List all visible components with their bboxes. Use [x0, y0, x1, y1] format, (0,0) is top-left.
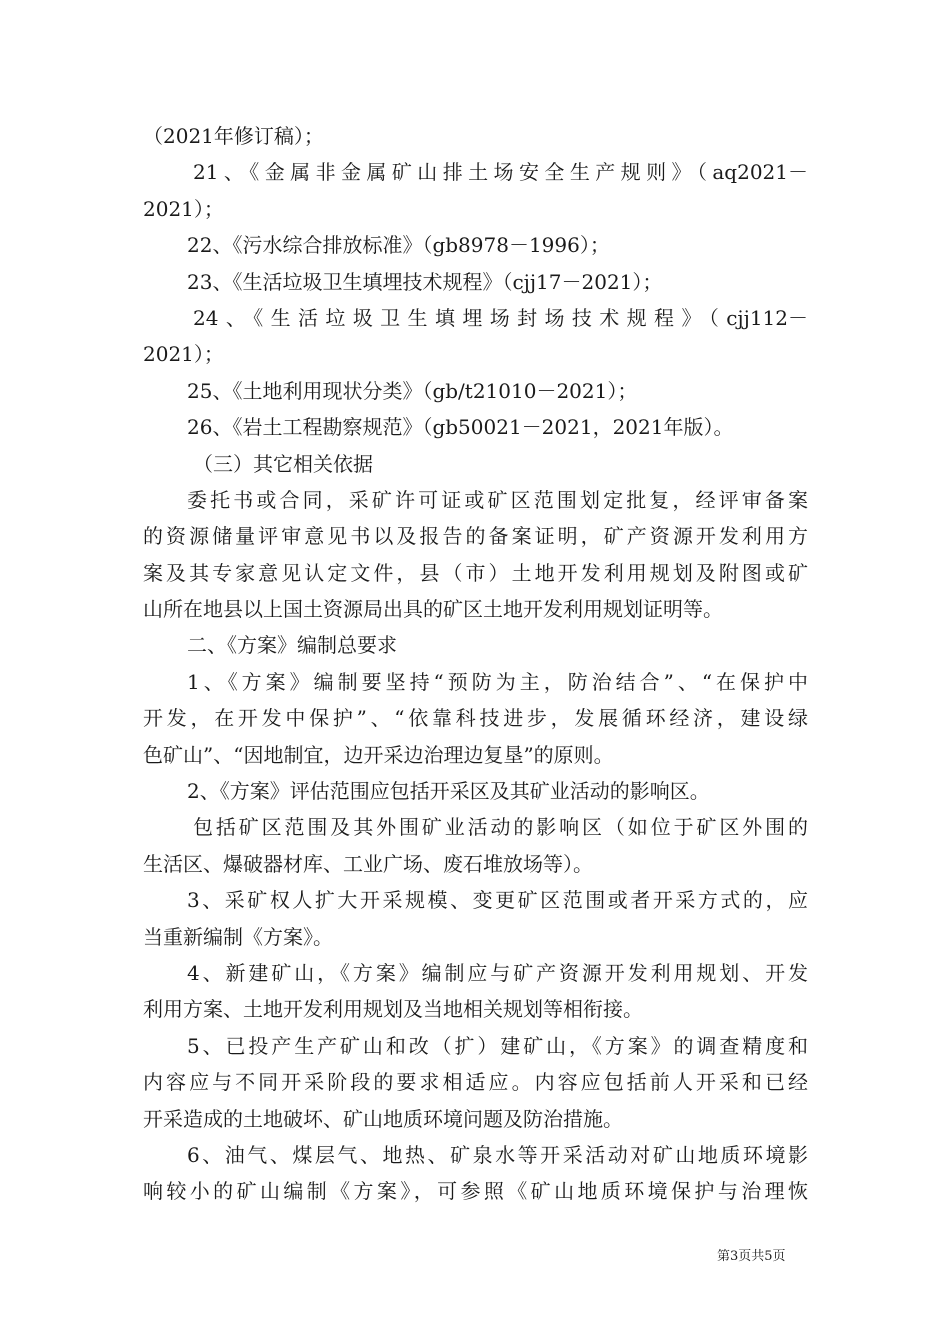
text-line: 5、已投产生产矿山和改（扩）建矿山，《方案》的调查精度和	[187, 1033, 808, 1058]
text-line: 24、《生活垃圾卫生填埋场封场技术规程》（cjj112－	[193, 305, 808, 330]
text-line: 26、《岩土工程勘察规范》（gb50021－2021，2021年版）。	[187, 415, 734, 440]
page-number: 第3页共5页	[717, 1249, 786, 1264]
text-line: 响较小的矿山编制《方案》，可参照《矿山地质环境保护与治理恢	[143, 1179, 808, 1204]
text-line: 内容应与不同开采阶段的要求相适应。内容应包括前人开采和已经	[143, 1070, 808, 1095]
text-line: 利用方案、土地开发利用规划及当地相关规划等相衔接。	[143, 997, 643, 1022]
document-body	[143, 118, 808, 1210]
text-line: 22、《污水综合排放标准》（gb8978－1996）；	[187, 233, 610, 258]
text-line: 25、《土地利用现状分类》（gb/t21010－2021）；	[187, 378, 638, 403]
section-heading: 二、《方案》编制总要求	[187, 633, 397, 658]
text-line: 21、《金属非金属矿山排土场安全生产规则》（aq2021－	[193, 160, 808, 185]
text-line: （2021年修订稿）；	[143, 124, 324, 148]
text-line: 山所在地县以上国土资源局出具的矿区土地开发利用规划证明等。	[143, 597, 723, 622]
text-line: 色矿山”、“因地制宜，边开采边治理边复垦”的原则。	[143, 742, 614, 767]
text-line: 包括矿区范围及其外围矿业活动的影响区（如位于矿区外围的	[193, 815, 808, 840]
text-line: 2021）；	[143, 342, 224, 367]
text-line: 案及其专家意见认定文件，县（市）土地开发利用规划及附图或矿	[143, 560, 808, 585]
text-line: 生活区、爆破器材库、工业广场、废石堆放场等）。	[143, 851, 593, 876]
text-line: 开采造成的土地破坏、矿山地质环境问题及防治措施。	[143, 1106, 623, 1131]
text-line: 开发，在开发中保护”、“依靠科技进步，发展循环经济，建设绿	[143, 706, 808, 731]
text-line: 的资源储量评审意见书以及报告的备案证明，矿产资源开发利用方	[143, 524, 808, 549]
section-heading: （三）其它相关依据	[193, 451, 373, 476]
text-line: 3、采矿权人扩大开采规模、变更矿区范围或者开采方式的，应	[187, 888, 808, 913]
text-line: 6、油气、煤层气、地热、矿泉水等开采活动对矿山地质环境影	[187, 1142, 808, 1167]
text-line: 2021）；	[143, 196, 224, 221]
text-line: 4、新建矿山，《方案》编制应与矿产资源开发利用规划、开发	[187, 960, 808, 985]
text-line: 当重新编制《方案》。	[143, 924, 333, 949]
text-line: 委托书或合同，采矿许可证或矿区范围划定批复，经评审备案	[187, 487, 808, 512]
text-line: 1、《方案》编制要坚持“预防为主，防治结合”、“在保护中	[187, 669, 808, 694]
text-line: 2、《方案》评估范围应包括开采区及其矿业活动的影响区。	[187, 779, 710, 804]
text-line: 23、《生活垃圾卫生填埋技术规程》（cjj17－2021）；	[187, 269, 663, 294]
